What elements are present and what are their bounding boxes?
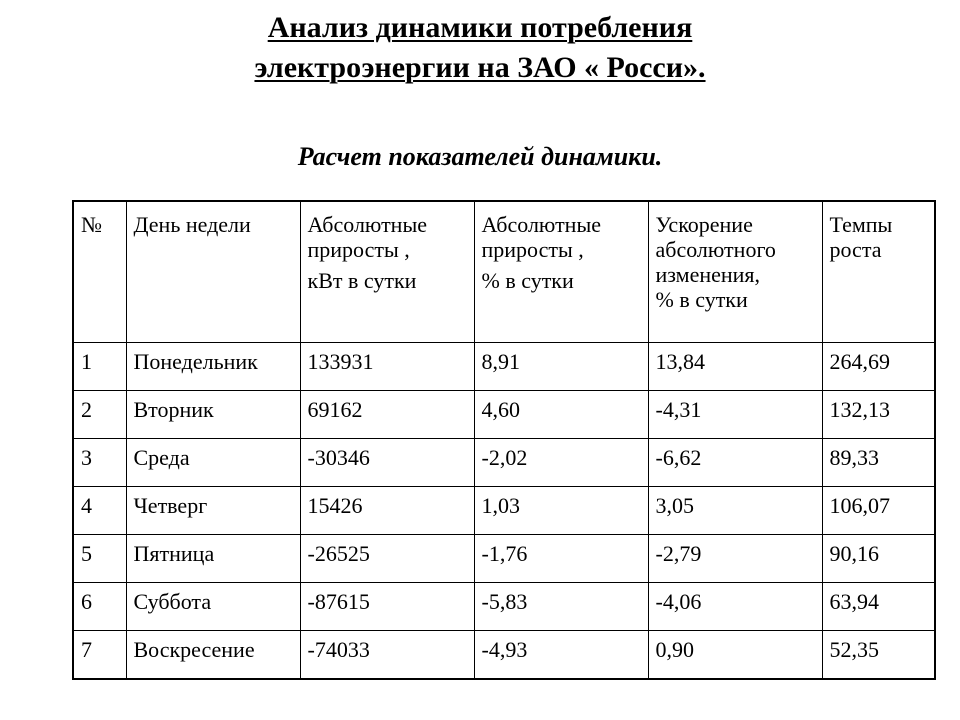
cell-growth-rate: 106,07 [822,487,935,535]
header-text-line: кВт в сутки [307,268,417,293]
header-number [73,201,126,343]
cell-acceleration: -4,31 [648,391,822,439]
cell-acceleration: 13,84 [648,343,822,391]
cell-abs-growth-percent: 1,03 [474,487,648,535]
header-text-line: Абсолютные [481,212,601,237]
header-text-line: абсолютного [655,237,776,262]
table-row [73,391,935,439]
dynamics-table [72,200,936,680]
header-abs-growth-percent [474,201,648,343]
table-row [73,343,935,391]
table-header-row [73,201,935,343]
cell-abs-growth-percent: -5,83 [474,583,648,631]
cell-abs-growth-kwh: 69162 [300,391,474,439]
table-row [73,487,935,535]
header-text-line: роста [829,237,882,262]
header-text-line: Абсолютные [307,212,427,237]
table-row [73,583,935,631]
cell-acceleration: -6,62 [648,439,822,487]
header-growth-rate [822,201,935,343]
table-row [73,535,935,583]
cell-growth-rate: 264,69 [822,343,935,391]
cell-day: Пятница [126,535,300,583]
header-text-line: изменения, [655,262,761,287]
cell-day: Четверг [126,487,300,535]
cell-abs-growth-percent: -1,76 [474,535,648,583]
header-text-line: % в сутки [481,268,574,293]
cell-abs-growth-percent: -2,02 [474,439,648,487]
cell-acceleration: 3,05 [648,487,822,535]
cell-abs-growth-kwh: -26525 [300,535,474,583]
cell-abs-growth-kwh: 15426 [300,487,474,535]
header-text-line: Темпы [829,212,893,237]
section-subtitle: Расчет показателей динамики. [297,142,663,171]
cell-number: 7 [73,631,126,680]
header-day-of-week [126,201,300,343]
cell-day: Суббота [126,583,300,631]
page-title-line-1: Анализ динамики потребления [267,11,693,44]
table-row [73,439,935,487]
page-title-line-2: электроэнергии на ЗАО « Росси». [254,51,706,84]
cell-day: Среда [126,439,300,487]
cell-growth-rate: 63,94 [822,583,935,631]
cell-day: Вторник [126,391,300,439]
cell-number: 4 [73,487,126,535]
cell-abs-growth-percent: -4,93 [474,631,648,680]
cell-number: 1 [73,343,126,391]
cell-day: Понедельник [126,343,300,391]
cell-growth-rate: 90,16 [822,535,935,583]
cell-number: 3 [73,439,126,487]
cell-day: Воскресение [126,631,300,680]
page-title [0,8,960,88]
cell-abs-growth-kwh: -30346 [300,439,474,487]
cell-acceleration: -4,06 [648,583,822,631]
cell-growth-rate: 132,13 [822,391,935,439]
cell-abs-growth-kwh: -74033 [300,631,474,680]
header-day-text: День недели [133,212,251,237]
header-abs-growth-kwh [300,201,474,343]
header-text-line: приросты , [481,237,584,262]
header-number-text: № [81,212,102,237]
cell-growth-rate: 89,33 [822,439,935,487]
cell-growth-rate: 52,35 [822,631,935,680]
cell-acceleration: 0,90 [648,631,822,680]
cell-acceleration: -2,79 [648,535,822,583]
header-text-line: % в сутки [655,287,748,312]
cell-number: 2 [73,391,126,439]
cell-number: 6 [73,583,126,631]
header-text-line: Ускорение [655,212,753,237]
cell-abs-growth-percent: 8,91 [474,343,648,391]
header-text-line: приросты , [307,237,410,262]
table-row [73,631,935,680]
cell-number: 5 [73,535,126,583]
cell-abs-growth-kwh: 133931 [300,343,474,391]
cell-abs-growth-percent: 4,60 [474,391,648,439]
cell-abs-growth-kwh: -87615 [300,583,474,631]
header-acceleration [648,201,822,343]
